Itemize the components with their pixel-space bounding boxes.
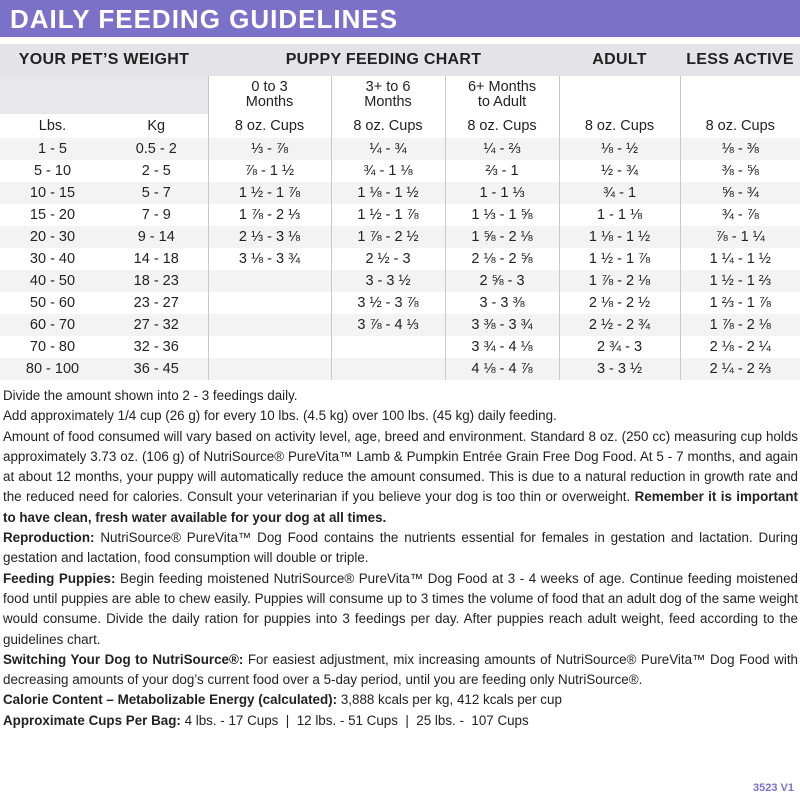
- note-divide: Divide the amount shown into 2 - 3 feedings daily.: [3, 388, 298, 403]
- unit-cups: 8 oz. Cups: [208, 114, 331, 138]
- puppies-text: Begin feeding moistened NutriSource® PureVita™ Dog Food at 3 - 4 weeks of age. Continue feeding moistened food until puppies are able to chew easily. Puppies will consume up to 3 times the volume of food that an adult dog of the same weight would consume. Divide the daily ration for puppies into 3 feedings per day. After puppies reach adult weight, feed according to the guidelines chart.: [3, 570, 798, 647]
- cell-puppy-6-adult: 1 ⅝ - 2 ⅛: [445, 226, 559, 248]
- adult-header: ADULT: [559, 44, 680, 76]
- cell-puppy-0-3: ⅓ - ⅞: [208, 138, 331, 160]
- cell-lbs: 1 - 5: [0, 138, 105, 160]
- cell-puppy-6-adult: 3 ⅜ - 3 ¾: [445, 314, 559, 336]
- age-header-less-active-blank: [680, 76, 800, 114]
- cell-puppy-0-3: 3 ⅛ - 3 ¾: [208, 248, 331, 270]
- unit-row: [0, 114, 800, 138]
- cell-less-active: ¾ - ⅞: [680, 204, 800, 226]
- cell-kg: 2 - 5: [105, 160, 208, 182]
- cell-puppy-0-3: [208, 270, 331, 292]
- unit-cups: 8 oz. Cups: [445, 114, 559, 138]
- table-row: [0, 160, 800, 182]
- cell-adult: 1 ⅞ - 2 ⅛: [559, 270, 680, 292]
- note-amount: [3, 427, 798, 528]
- age-header-adult-blank: [559, 76, 680, 114]
- cups-label: Approximate Cups Per Bag:: [3, 712, 181, 728]
- cell-lbs: 30 - 40: [0, 248, 105, 270]
- note-add: Add approximately 1/4 cup (26 g) for every 10 lbs. (4.5 kg) over 100 lbs. (45 kg) daily feeding.: [3, 408, 557, 424]
- cell-lbs: 60 - 70: [0, 314, 105, 336]
- cups-text: 4 lbs. - 17 Cups | 12 lbs. - 51 Cups | 25 lbs. - 107 Cups: [184, 712, 529, 728]
- note-calorie: [3, 690, 798, 710]
- cell-less-active: ⅞ - 1 ¼: [680, 226, 800, 248]
- cell-puppy-6-adult: 3 - 3 ⅜: [445, 292, 559, 314]
- cell-puppy-6-adult: 2 ⅝ - 3: [445, 270, 559, 292]
- reproduction-label: Reproduction:: [3, 530, 95, 546]
- cell-less-active: 2 ⅛ - 2 ¼: [680, 336, 800, 358]
- cell-adult: 2 ⅛ - 2 ½: [559, 292, 680, 314]
- age-0-3-label: 0 to 3 Months: [245, 79, 294, 110]
- less-active-header: LESS ACTIVE: [680, 44, 800, 76]
- cell-puppy-0-3: 1 ½ - 1 ⅞: [208, 182, 331, 204]
- age-header-6-adult: [445, 76, 559, 114]
- feeding-chart: [0, 44, 800, 380]
- weight-header: YOUR PET’S WEIGHT: [0, 44, 208, 76]
- cell-puppy-3-6: ¼ - ¾: [331, 138, 445, 160]
- cell-puppy-6-adult: 3 ¾ - 4 ⅛: [445, 336, 559, 358]
- group-header-row: [0, 44, 800, 76]
- cell-adult: ⅛ - ½: [559, 138, 680, 160]
- table-row: [0, 292, 800, 314]
- cell-puppy-6-adult: 1 - 1 ⅓: [445, 182, 559, 204]
- cell-puppy-3-6: ¾ - 1 ⅛: [331, 160, 445, 182]
- cell-kg: 0.5 - 2: [105, 138, 208, 160]
- cell-lbs: 15 - 20: [0, 204, 105, 226]
- cell-less-active: 1 ¼ - 1 ½: [680, 248, 800, 270]
- cell-adult: 1 ½ - 1 ⅞: [559, 248, 680, 270]
- unit-kg: Kg: [147, 118, 166, 134]
- cell-kg: 5 - 7: [105, 182, 208, 204]
- cell-puppy-3-6: [331, 336, 445, 358]
- unit-cups: 8 oz. Cups: [680, 114, 800, 138]
- cell-kg: 14 - 18: [105, 248, 208, 270]
- switching-label: Switching Your Dog to NutriSource®:: [3, 651, 244, 667]
- age-header-0-3: [208, 76, 331, 114]
- cell-puppy-3-6: 1 ⅞ - 2 ½: [331, 226, 445, 248]
- cell-adult: 2 ¾ - 3: [559, 336, 680, 358]
- cell-less-active: ⅛ - ⅜: [680, 138, 800, 160]
- cell-adult: 2 ½ - 2 ¾: [559, 314, 680, 336]
- cell-kg: 36 - 45: [105, 358, 208, 380]
- puppies-label: Feeding Puppies:: [3, 570, 116, 586]
- cell-lbs: 50 - 60: [0, 292, 105, 314]
- table-row: [0, 336, 800, 358]
- cell-kg: 7 - 9: [105, 204, 208, 226]
- age-header-row: [0, 76, 800, 114]
- age-header-blank: [0, 76, 208, 114]
- cell-adult: 1 - 1 ⅛: [559, 204, 680, 226]
- unit-cups: 8 oz. Cups: [559, 114, 680, 138]
- puppy-header: PUPPY FEEDING CHART: [208, 44, 559, 76]
- cell-puppy-0-3: [208, 358, 331, 380]
- cell-puppy-0-3: ⅞ - 1 ½: [208, 160, 331, 182]
- cell-lbs: 40 - 50: [0, 270, 105, 292]
- cell-adult: 1 ⅛ - 1 ½: [559, 226, 680, 248]
- cell-puppy-6-adult: 4 ⅛ - 4 ⅞: [445, 358, 559, 380]
- cell-puppy-0-3: [208, 292, 331, 314]
- product-code: 3523 V1: [753, 782, 794, 794]
- cell-puppy-0-3: [208, 314, 331, 336]
- cell-less-active: 1 ⅔ - 1 ⅞: [680, 292, 800, 314]
- table-row: [0, 226, 800, 248]
- title-banner: [0, 0, 800, 37]
- cell-less-active: ⅜ - ⅝: [680, 160, 800, 182]
- table-row: [0, 270, 800, 292]
- cell-puppy-3-6: 3 ½ - 3 ⅞: [331, 292, 445, 314]
- age-6-adult-label: 6+ Months to Adult: [467, 79, 537, 110]
- table-row: [0, 138, 800, 160]
- note-switching: [3, 650, 798, 691]
- table-row: [0, 204, 800, 226]
- cell-puppy-3-6: [331, 358, 445, 380]
- note-amount-text: Amount of food consumed will vary based on activity level, age, breed and environment. Standard 8 oz. (250 cc) measuring cup holds approximately 3.73 oz. (106 g) of NutriSource® PureVita™ Lamb & Pumpkin Entrée Grain Free Dog Food. At 5 - 7 months, and again at about 12 months, your puppy will automatically reduce the amount consumed. This is due to a natural reduction in growth rate and the reduced need for calories. Consult your veterinarian if you believe your dog is too thin or overweight.: [3, 428, 798, 505]
- cell-less-active: 1 ½ - 1 ⅔: [680, 270, 800, 292]
- switching-text: For easiest adjustment, mix increasing amounts of NutriSource® PureVita™ Dog Food with decreasing amounts of your dog’s current food over a 5-day period, until you are feeding only NutriSource®.: [3, 651, 798, 688]
- cell-puppy-6-adult: ¼ - ⅔: [445, 138, 559, 160]
- cell-kg: 9 - 14: [105, 226, 208, 248]
- age-header-3-6: [331, 76, 445, 114]
- cell-kg: 27 - 32: [105, 314, 208, 336]
- cell-puppy-3-6: 3 ⅞ - 4 ⅓: [331, 314, 445, 336]
- note-water-bold: Remember it is important to have clean, fresh water available for your dog at all times.: [3, 489, 798, 525]
- table-row: [0, 182, 800, 204]
- cell-puppy-0-3: 2 ⅓ - 3 ⅛: [208, 226, 331, 248]
- cell-lbs: 20 - 30: [0, 226, 105, 248]
- table-row: [0, 314, 800, 336]
- note-reproduction: [3, 528, 798, 569]
- feeding-notes: [3, 386, 798, 731]
- cell-adult: ½ - ¾: [559, 160, 680, 182]
- cell-adult: 3 - 3 ½: [559, 358, 680, 380]
- note-puppies: [3, 569, 798, 650]
- cell-kg: 32 - 36: [105, 336, 208, 358]
- cell-less-active: 1 ⅞ - 2 ⅛: [680, 314, 800, 336]
- calorie-label: Calorie Content – Metabolizable Energy (calculated):: [3, 692, 338, 708]
- cell-puppy-6-adult: ⅔ - 1: [445, 160, 559, 182]
- cell-less-active: ⅝ - ¾: [680, 182, 800, 204]
- cell-puppy-0-3: 1 ⅞ - 2 ⅓: [208, 204, 331, 226]
- feeding-rows: [0, 138, 800, 380]
- cell-puppy-6-adult: 1 ⅓ - 1 ⅝: [445, 204, 559, 226]
- cell-puppy-3-6: 3 - 3 ½: [331, 270, 445, 292]
- cell-puppy-3-6: 1 ⅛ - 1 ½: [331, 182, 445, 204]
- page-title: DAILY FEEDING GUIDELINES: [10, 4, 399, 34]
- reproduction-text: NutriSource® PureVita™ Dog Food contains the nutrients essential for females in gestation and lactation. During gestation and lactation, food consumption will double or triple.: [3, 530, 798, 566]
- unit-lbs: Lbs.: [38, 118, 67, 134]
- table-row: [0, 358, 800, 380]
- cell-kg: 18 - 23: [105, 270, 208, 292]
- cell-kg: 23 - 27: [105, 292, 208, 314]
- cell-lbs: 5 - 10: [0, 160, 105, 182]
- cell-lbs: 70 - 80: [0, 336, 105, 358]
- cell-puppy-0-3: [208, 336, 331, 358]
- cell-puppy-6-adult: 2 ⅛ - 2 ⅝: [445, 248, 559, 270]
- cell-lbs: 80 - 100: [0, 358, 105, 380]
- cell-less-active: 2 ¼ - 2 ⅔: [680, 358, 800, 380]
- cell-puppy-3-6: 1 ½ - 1 ⅞: [331, 204, 445, 226]
- cell-adult: ¾ - 1: [559, 182, 680, 204]
- note-cups: [3, 711, 798, 731]
- unit-cups: 8 oz. Cups: [331, 114, 445, 138]
- cell-puppy-3-6: 2 ½ - 3: [331, 248, 445, 270]
- cell-lbs: 10 - 15: [0, 182, 105, 204]
- age-3-6-label: 3+ to 6 Months: [364, 79, 412, 110]
- table-row: [0, 248, 800, 270]
- calorie-text: 3,888 kcals per kg, 412 kcals per cup: [340, 692, 562, 708]
